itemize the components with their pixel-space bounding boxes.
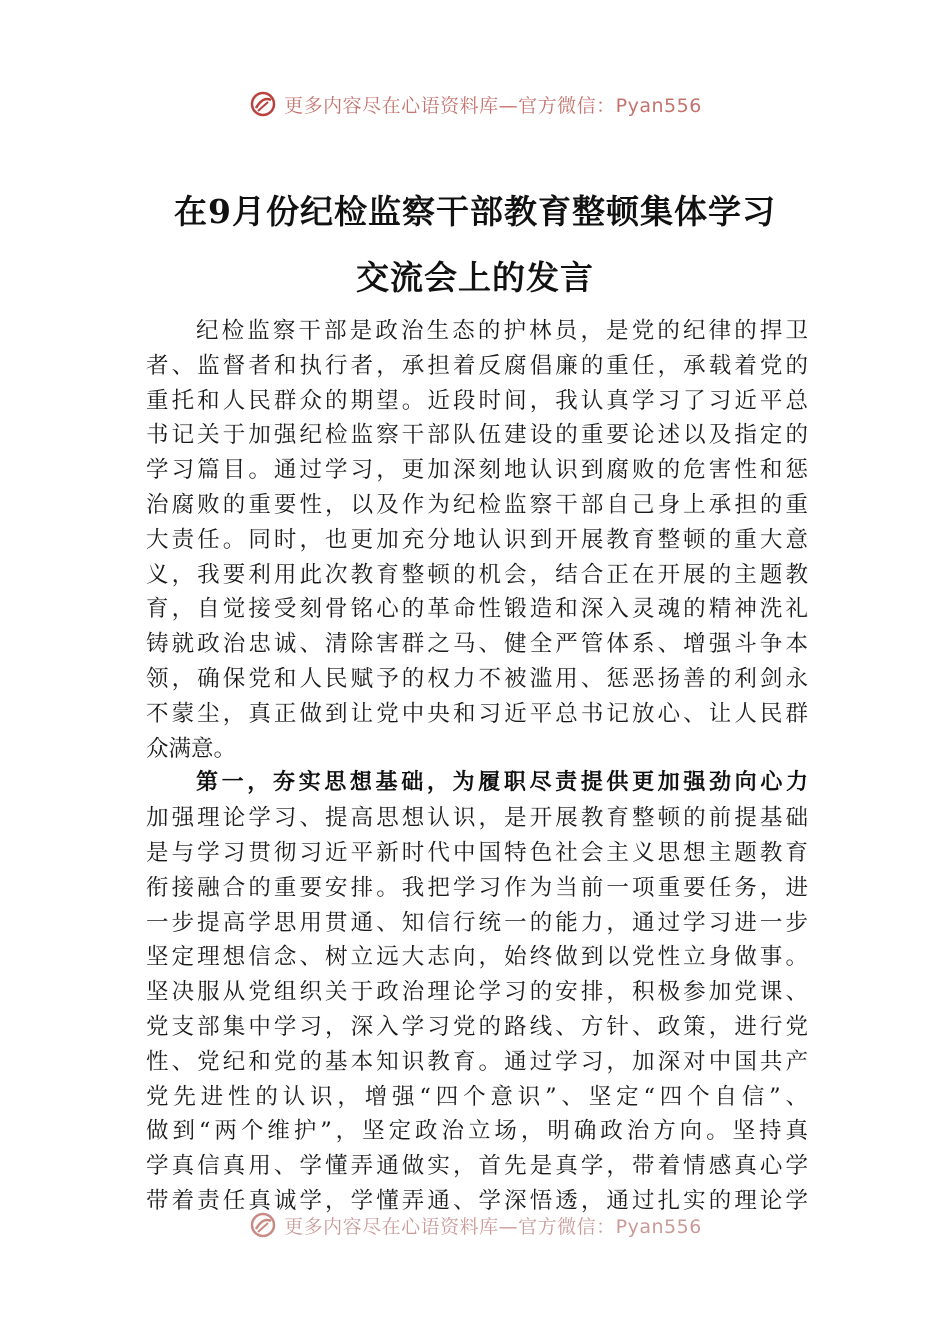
body-line: 坚决服从党组织关于政治理论学习的安排，积极参加党课、 xyxy=(146,979,808,1006)
brand-logo-icon xyxy=(248,1210,278,1240)
body-line: 是与学习贯彻习近平新时代中国特色社会主义思想主题教育 xyxy=(146,839,808,866)
body-line: 育，自觉接受刻骨铭心的革命性锻造和深入灵魂的精神洗礼 xyxy=(146,596,808,623)
body-line: 衔接融合的重要安排。我把学习作为当前一项重要任务，进 xyxy=(146,874,808,901)
body-line: 众满意。 xyxy=(146,735,237,762)
document-body xyxy=(146,314,808,1219)
body-line: 性、党纪和党的基本知识教育。通过学习，加深对中国共产 xyxy=(146,1048,808,1075)
watermark-header xyxy=(0,84,950,124)
body-line: 书记关于加强纪检监察干部队伍建设的重要论述以及指定的 xyxy=(146,422,808,449)
body-line: 坚定理想信念、树立远大志向，始终做到以党性立身做事。 xyxy=(146,944,808,971)
body-line: 党先进性的认识，增强“四个意识”、坚定“四个自信”、 xyxy=(146,1083,808,1110)
body-line: 义，我要利用此次教育整顿的机会，结合正在开展的主题教 xyxy=(146,561,808,588)
body-line: 做到“两个维护”，坚定政治立场，明确政治方向。坚持真 xyxy=(146,1118,808,1145)
body-line: 领，确保党和人民赋予的权力不被滥用、惩恶扬善的利剑永 xyxy=(146,665,808,692)
body-line: 学真信真用、学懂弄通做实，首先是真学，带着情感真心学 xyxy=(146,1153,808,1180)
watermark-text: 更多内容尽在心语资料库—官方微信：Pyan556 xyxy=(284,1215,702,1238)
body-line: 大责任。同时，也更加充分地认识到开展教育整顿的重大意 xyxy=(146,526,808,553)
body-line: 党支部集中学习，深入学习党的路线、方针、政策，进行党 xyxy=(146,1013,808,1040)
body-line: 纪检监察干部是政治生态的护林员，是党的纪律的捍卫 xyxy=(196,318,808,344)
body-line: 学习篇目。通过学习，更加深刻地认识到腐败的危害性和惩 xyxy=(146,457,808,484)
body-line: 不蒙尘，真正做到让党中央和习近平总书记放心、让人民群 xyxy=(146,700,808,727)
document-title-line-2: 交流会上的发言 xyxy=(356,258,594,297)
body-line: 治腐败的重要性，以及作为纪检监察干部自己身上承担的重 xyxy=(146,491,808,518)
section-heading: 第一，夯实思想基础，为履职尽责提供更加强劲向心力 xyxy=(196,770,808,796)
watermark-text: 更多内容尽在心语资料库—官方微信：Pyan556 xyxy=(284,94,702,117)
body-line: 铸就政治忠诚、清除害群之马、健全严管体系、增强斗争本 xyxy=(146,631,808,658)
body-line: 带着责任真诚学，学懂弄通、学深悟透，通过扎实的理论学 xyxy=(146,1187,808,1214)
body-line: 加强理论学习、提高思想认识，是开展教育整顿的前提基础 xyxy=(146,805,808,832)
body-line: 者、监督者和执行者，承担着反腐倡廉的重任，承载着党的 xyxy=(146,352,808,379)
brand-logo-icon xyxy=(248,89,278,119)
watermark-footer xyxy=(0,1205,950,1245)
body-line: 重托和人民群众的期望。近段时间，我认真学习了习近平总 xyxy=(146,387,808,414)
document-title-line-1: 在9月份纪检监察干部教育整顿集体学习 xyxy=(174,192,776,231)
body-line: 一步提高学思用贯通、知信行统一的能力，通过学习进一步 xyxy=(146,909,808,936)
